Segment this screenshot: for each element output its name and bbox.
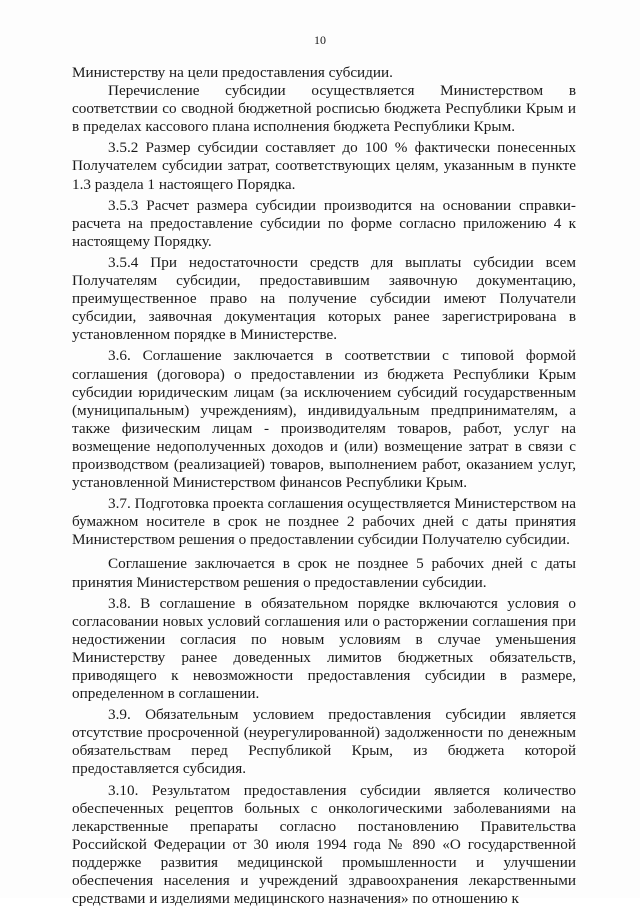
paragraph-3-5-4: 3.5.4 При недостаточности средств для выплаты субсидии всем Получателям субсидии, предоставившим заявочную документацию, преимущественное право на получение субсидии имеют Получатели субсидии, заявочная документация которых ранее зарегистрирована в установленном порядке в Министерстве. bbox=[72, 253, 576, 344]
document-body bbox=[72, 64, 576, 908]
page-number: 10 bbox=[314, 33, 326, 47]
paragraph-3-5-2: 3.5.2 Размер субсидии составляет до 100 % фактически понесенных Получателем субсидии затрат, соответствующих целям, указанным в пункте 1.3 раздела 1 настоящего Порядка. bbox=[72, 139, 576, 193]
paragraph-3-7: 3.7. Подготовка проекта соглашения осуществляется Министерством на бумажном носителе в срок не позднее 2 рабочих дней с даты принятия Министерством решения о предоставлении субсидии Получателю субсидии. bbox=[72, 495, 576, 549]
paragraph-3-10: 3.10. Результатом предоставления субсидии является количество обеспеченных рецептов больных с онкологическими заболеваниями на лекарственные препараты согласно постановлению Правительства Российской Федерации от 30 июля 1994 года № 890 «О государственной поддержке развития медицинской промышленности и улучшении обеспечения населения и учреждений здравоохранения лекарственными средствами и изделиями медицинского назначения» по отношению к bbox=[72, 781, 576, 908]
paragraph-continuation: Министерству на цели предоставления субсидии. bbox=[72, 64, 393, 81]
paragraph-3-5-3: 3.5.3 Расчет размера субсидии производится на основании справки-расчета на предоставление субсидии по форме согласно приложению 4 к настоящему Порядку. bbox=[72, 196, 576, 250]
paragraph-3-9: 3.9. Обязательным условием предоставления субсидии является отсутствие просроченной (неурегулированной) задолженности по денежным обязательствам перед Республикой Крым, из бюджета которой предоставляется субсидия. bbox=[72, 706, 576, 778]
paragraph-agreement-term: Соглашение заключается в срок не позднее 5 рабочих дней с даты принятия Министерством решения о предоставлении субсидии. bbox=[72, 555, 576, 591]
paragraph-3-8: 3.8. В соглашение в обязательном порядке включаются условия о согласовании новых условий соглашения или о расторжении соглашения при недостижении согласия по новым условиям в случае уменьшения Министерству ранее доведенных лимитов бюджетных обязательств, приводящего к невозможности предоставления субсидии в размере, определенном в соглашении. bbox=[72, 594, 576, 703]
paragraph-3-6: 3.6. Соглашение заключается в соответствии с типовой формой соглашения (договора) о предоставлении из бюджета Республики Крым субсидии юридическим лицам (за исключением субсидий государственным (муниципальным) учреждениям), индивидуальным предпринимателям, а также физическим лицам - производителям товаров, работ, услуг на возмещение недополученных доходов и (или) возмещение затрат в связи с производством (реализацией) товаров, выполнением работ, оказанием услуг, установленной Министерством финансов Республики Крым. bbox=[72, 347, 576, 492]
paragraph-transfer: Перечисление субсидии осуществляется Министерством в соответствии со сводной бюджетной росписью бюджета Республики Крым и в пределах кассового плана исполнения бюджета Республики Крым. bbox=[72, 82, 576, 136]
